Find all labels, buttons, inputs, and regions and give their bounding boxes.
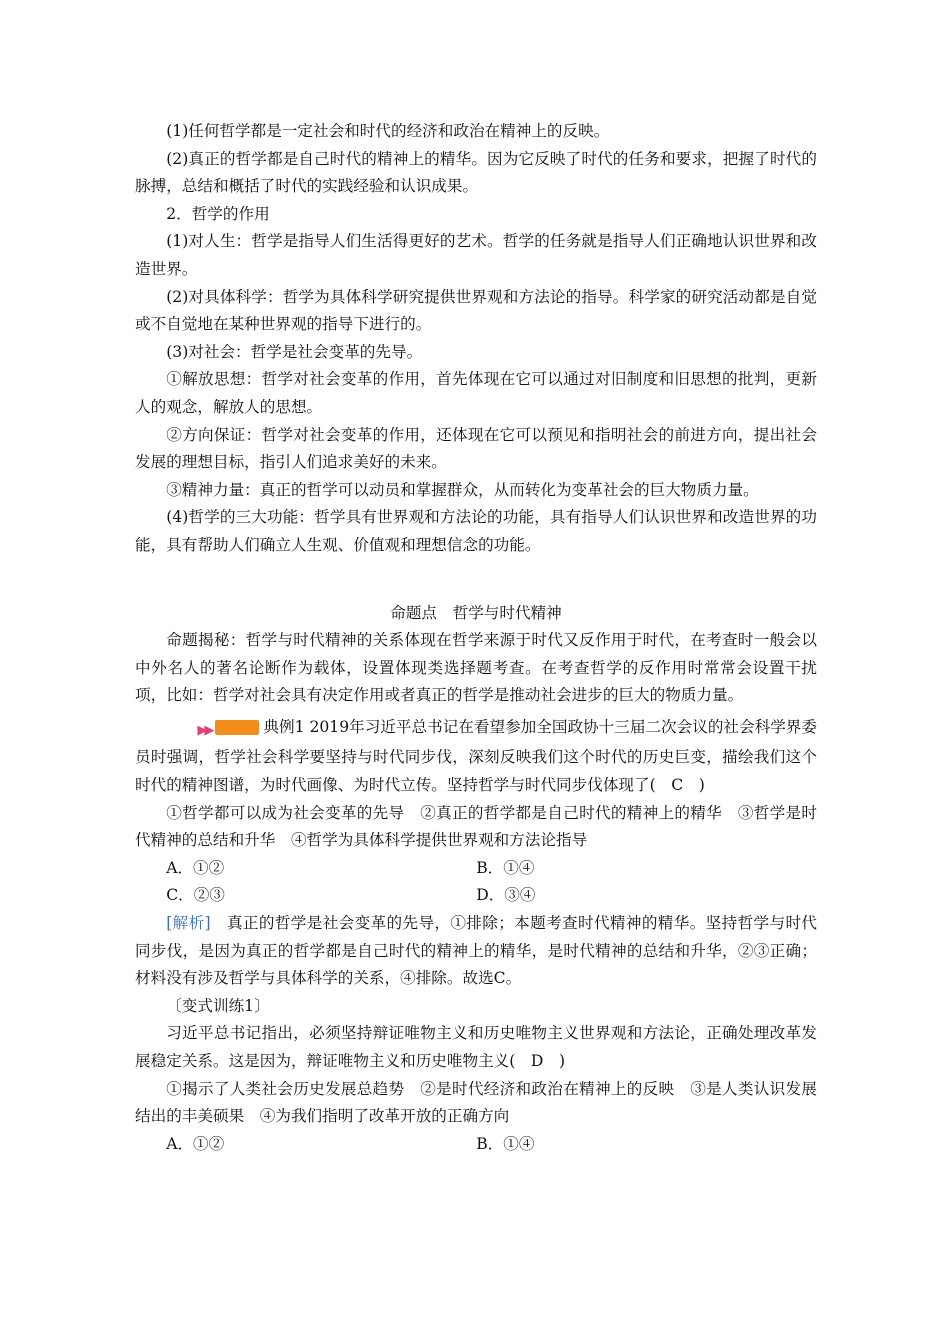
option-b: B．①④ [476, 858, 535, 877]
exercise-options-row-1 [135, 1131, 817, 1159]
example-options-row-2 [135, 882, 817, 910]
exercise-stem: 习近平总书记指出，必须坚持辩证唯物主义和历史唯物主义世界观和方法论，正确处理改革发展稳定关系。这是因为，辩证唯物主义和历史唯物主义( D ) [135, 1024, 817, 1070]
paragraph: ①解放思想：哲学对社会变革的作用，首先体现在它可以通过对旧制度和旧思想的批判，更新人的观念，解放人的思想。 [135, 370, 817, 416]
example-options-row-1 [135, 855, 817, 883]
document-body [135, 118, 817, 1158]
option-a: A．①② [166, 858, 225, 877]
section-reveal: 命题揭秘：哲学与时代精神的关系体现在哲学来源于时代又反作用于时代，在考查时一般会以中外名人的著名论断作为载体，设置体现类选择题考查。在考查哲学的反作用时常常会设置干扰项，比如：哲学对社会具有决定作用或者真正的哲学是推动社会进步的巨大的物质力量。 [135, 631, 817, 705]
option-d: D．③④ [476, 886, 536, 905]
example-analysis [135, 910, 817, 993]
exercise-label: 〔变式训练1〕 [166, 996, 270, 1015]
paragraph: ②方向保证：哲学对社会变革的作用，还体现在它可以预见和指明社会的前进方向，提出社会发展的理想目标，指引人们追求美好的未来。 [135, 425, 817, 472]
paragraph: (3)对社会：哲学是社会变革的先导。 [166, 342, 423, 361]
example-stem: 典例1 2019年习近平总书记在看望参加全国政协十三届二次会议的社会科学界委员时强调，哲学社会科学要坚持与时代同步伐，深刻反映我们这个时代的历史巨变，描绘我们这个时代的精神图谱，为时代画像、为时代立传。坚持哲学与时代同步伐体现了( C ) [135, 717, 817, 795]
analysis-text: 真正的哲学是社会变革的先导，①排除；本题考查时代精神的精华。坚持哲学与时代同步伐，是因为真正的哲学都是自己时代的精神上的精华，是时代精神的总结和升华，②③正确；材料没有涉及哲学与具体科学的关系，④排除。故选C。 [135, 914, 817, 988]
example-statements: ①哲学都可以成为社会变革的先导 ②真正的哲学都是自己时代的精神上的精华 ③哲学是时代精神的总结和升华 ④哲学为具体科学提供世界观和方法论指导 [135, 803, 817, 850]
example-marker-icon: ▶▶ [166, 716, 259, 745]
paragraph: (1)任何哲学都是一定社会和时代的经济和政治在精神上的反映。 [166, 122, 610, 140]
subheading-philosophy-role: 2．哲学的作用 [166, 204, 270, 223]
paragraph: (1)对人生：哲学是指导人们生活得更好的艺术。哲学的任务就是指导人们正确地认识世界和改造世界。 [135, 232, 817, 278]
option-c: C．②③ [166, 886, 225, 905]
section-title: 命题点 哲学与时代精神 [390, 603, 562, 622]
example-1 [135, 714, 817, 993]
exercise-statements: ①揭示了人类社会历史发展总趋势 ②是时代经济和政治在精神上的反映 ③是人类认识发展结出的丰美硕果 ④为我们指明了改革开放的正确方向 [135, 1079, 817, 1126]
option-b: B．①④ [476, 1134, 535, 1153]
paragraph: (4)哲学的三大功能：哲学具有世界观和方法论的功能，具有指导人们认识世界和改造世界的功能，具有帮助人们确立人生观、价值观和理想信念的功能。 [135, 508, 817, 554]
exercise-1 [135, 993, 817, 1159]
analysis-label: [解析] [166, 914, 211, 933]
paragraph: (2)真正的哲学都是自己时代的精神上的精华。因为它反映了时代的任务和要求，把握了时代的脉搏，总结和概括了时代的实践经验和认识成果。 [135, 149, 817, 196]
option-a: A．①② [166, 1134, 225, 1153]
paragraph: (2)对具体科学：哲学为具体科学研究提供世界观和方法论的指导。科学家的研究活动都是自觉或不自觉地在某种世界观的指导下进行的。 [135, 287, 817, 334]
paragraph: ③精神力量：真正的哲学可以动员和掌握群众，从而转化为变革社会的巨大物质力量。 [166, 480, 759, 499]
example-stem-row [135, 714, 817, 800]
